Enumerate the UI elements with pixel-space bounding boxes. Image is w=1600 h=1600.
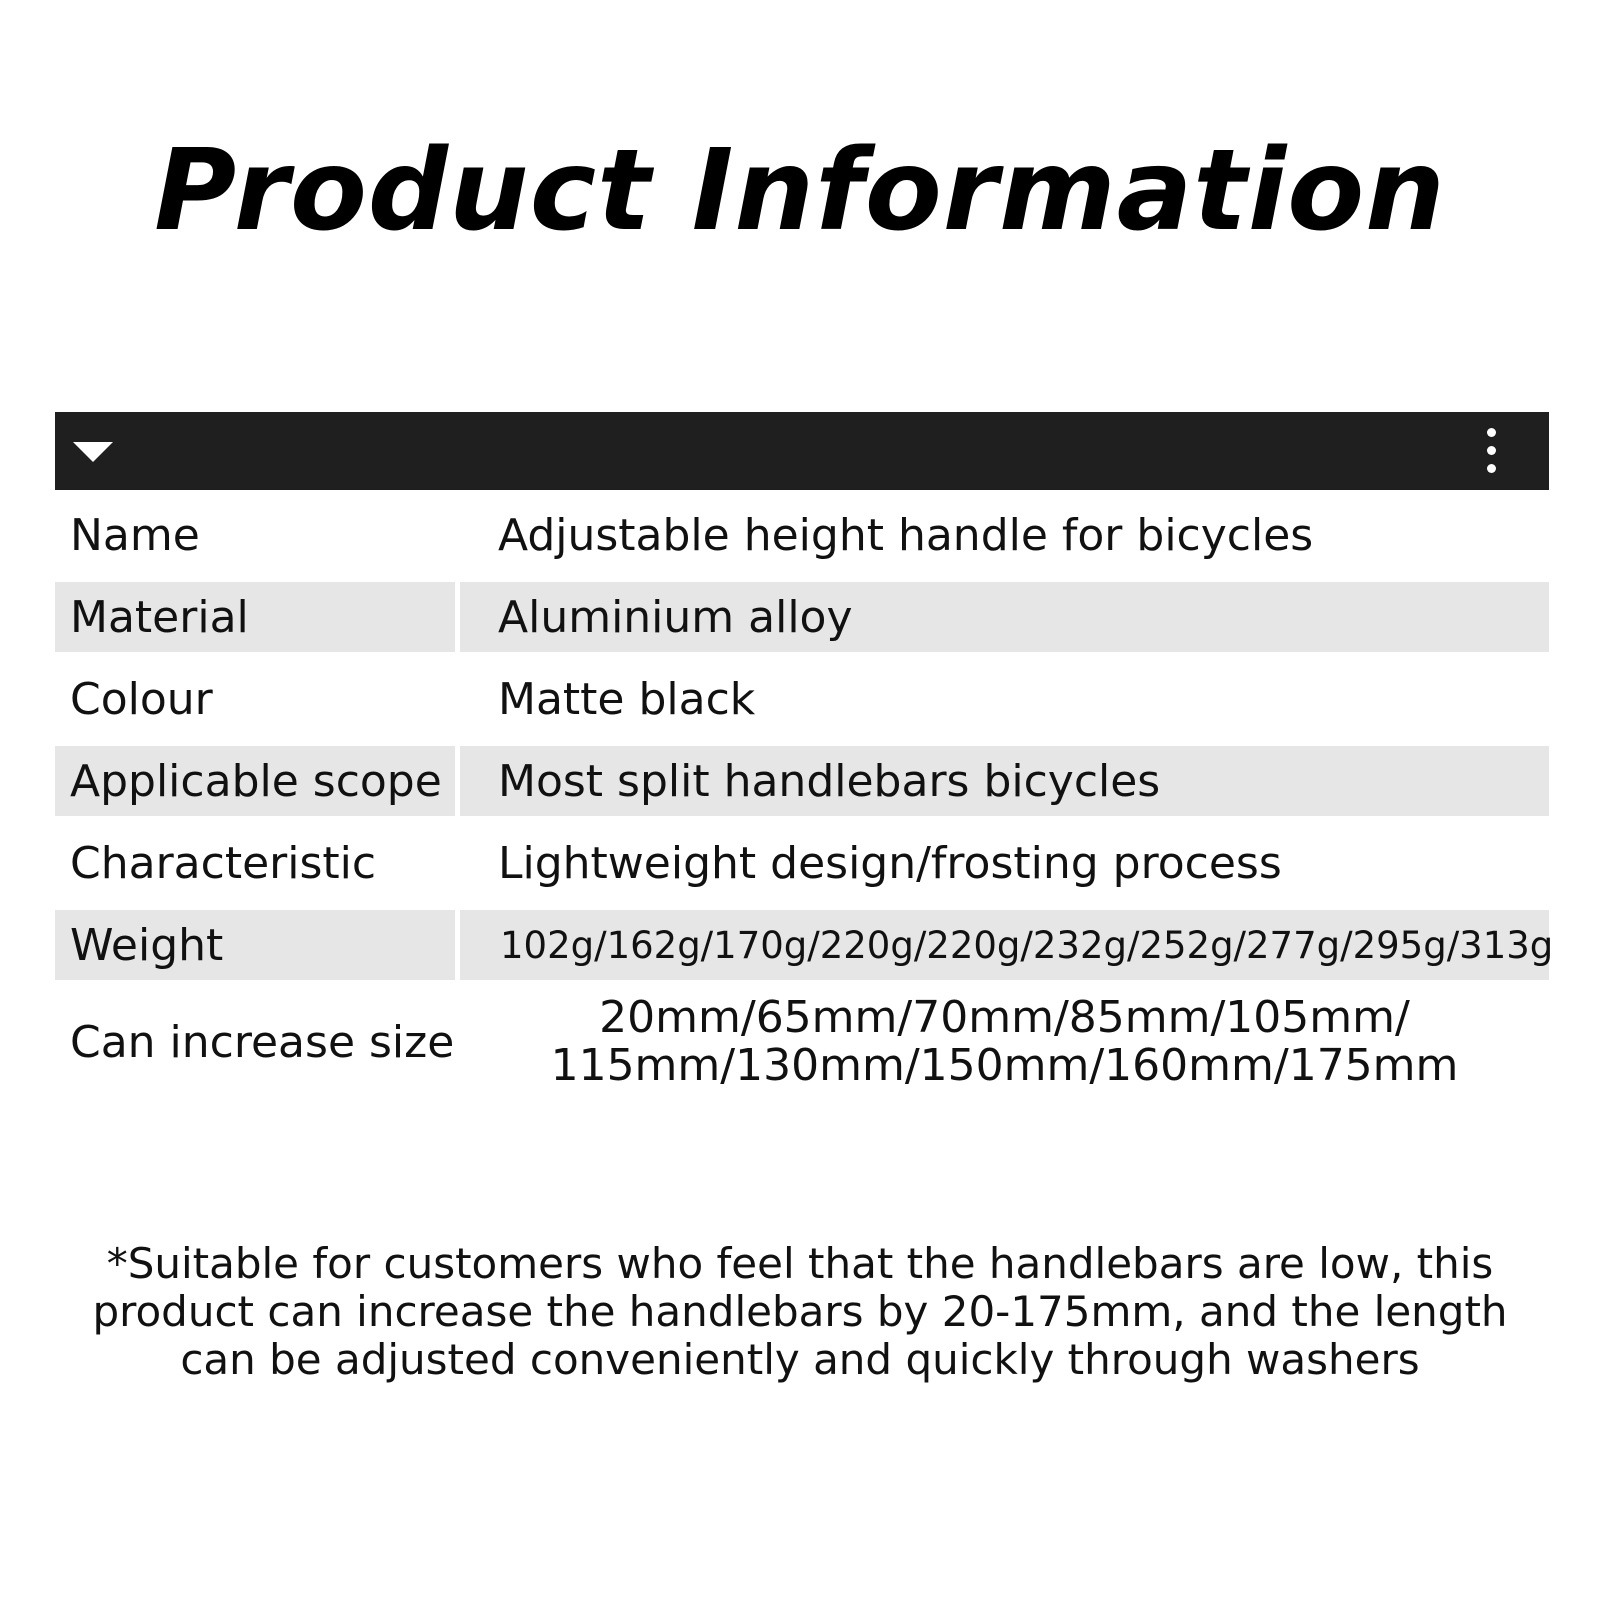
spec-label: Characteristic [70, 837, 377, 889]
spec-value [460, 992, 1549, 1092]
spec-label: Colour [70, 673, 213, 725]
spec-value: Lightweight design/frosting process [498, 837, 1282, 889]
vertical-dots-icon[interactable] [1487, 424, 1497, 478]
spec-row-weight [55, 910, 1554, 980]
spec-row-characteristic [55, 828, 1549, 898]
spec-row-can-increase-size [55, 992, 1549, 1092]
footnote [60, 1240, 1540, 1384]
footnote-line: product can increase the handlebars by 20-175mm, and the length [92, 1287, 1508, 1336]
spec-value: Most split handlebars bicycles [460, 746, 1549, 816]
spec-value-line: 20mm/65mm/70mm/85mm/105mm/ [599, 992, 1410, 1043]
spec-value: Matte black [498, 673, 756, 725]
spec-value: 102g/162g/170g/220g/220g/232g/252g/277g/295g/313g [460, 910, 1549, 980]
spec-table [55, 500, 1554, 1104]
spec-value-line: 115mm/130mm/150mm/160mm/175mm [550, 1040, 1459, 1091]
spec-value: Aluminium alloy [460, 582, 1549, 652]
spec-row-applicable-scope [55, 746, 1549, 816]
triangle-down-icon[interactable] [73, 442, 113, 462]
footnote-line: *Suitable for customers who feel that the handlebars are low, this [106, 1239, 1494, 1288]
spec-row-material [55, 582, 1549, 652]
spec-row-name [55, 500, 1549, 570]
spec-value: Adjustable height handle for bicycles [498, 509, 1314, 561]
spec-row-colour [55, 664, 1549, 734]
footnote-line: can be adjusted conveniently and quickly through washers [180, 1335, 1420, 1384]
spec-label: Weight [55, 910, 455, 980]
page-title: Product Information [154, 126, 1446, 256]
spec-label: Material [55, 582, 455, 652]
spec-label: Name [70, 509, 200, 561]
spec-label: Can increase size [70, 1016, 455, 1068]
table-header-bar [55, 412, 1549, 490]
spec-label: Applicable scope [55, 746, 455, 816]
